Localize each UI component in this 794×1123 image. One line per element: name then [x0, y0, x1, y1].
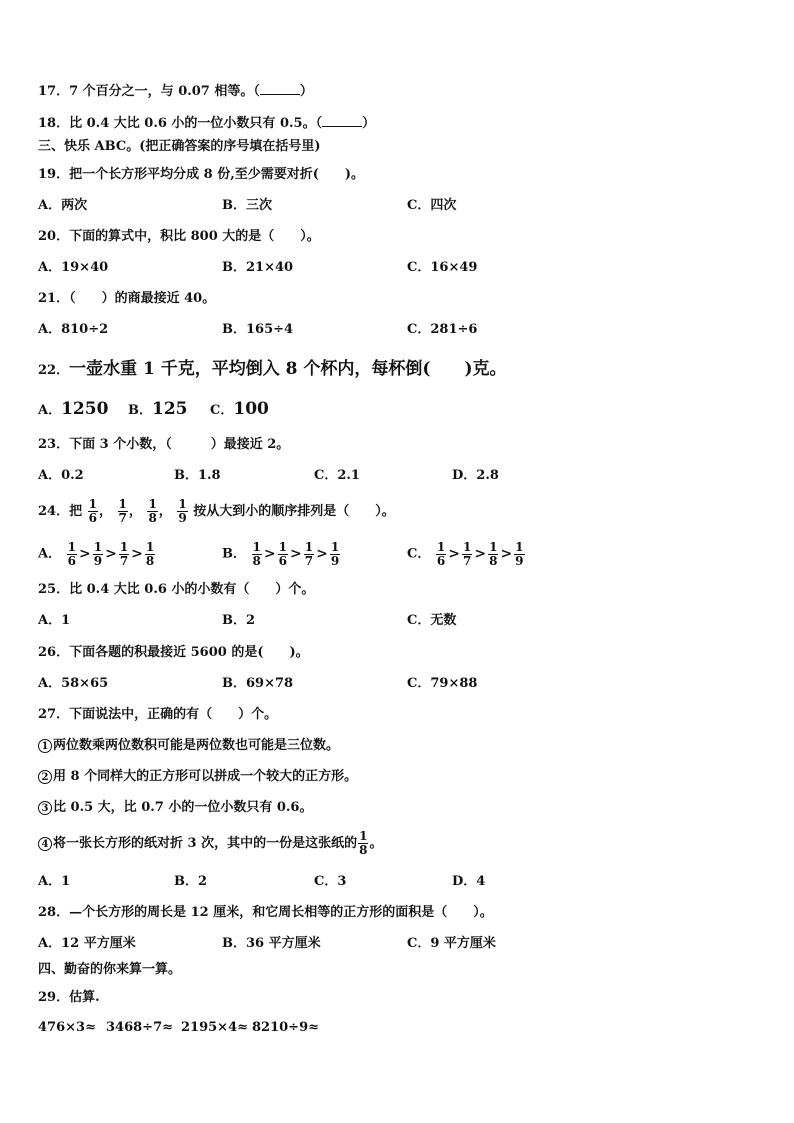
option-d[interactable]: D．4 [452, 874, 486, 889]
circled-number: 2 [38, 770, 52, 784]
option-a[interactable]: A．1 [38, 874, 71, 889]
statement-1: 1 两位数乘两位数积可能是两位数也可能是三位数。 [38, 737, 339, 755]
estimate-expression: 3468÷7≈ [106, 1020, 174, 1035]
fraction: $\frac{1}{9}$ [178, 497, 187, 525]
question-28: 28．—个长方形的周长是 12 厘米，和它周长相等的正方形的面积是（ ）。 [38, 905, 493, 920]
option-c[interactable]: C．16×49 [407, 260, 478, 275]
estimate-expression: 476×3≈ [38, 1020, 96, 1035]
section-3-heading: 三、快乐 ABC。(把正确答案的序号填在括号里) [38, 139, 321, 154]
question-22: 22．一壶水重 1 千克，平均倒入 8 个杯内，每杯倒( )克。 [38, 359, 507, 379]
option-b[interactable]: B．69×78 [222, 676, 294, 691]
option-a[interactable]: A． $\frac{1}{6}$ > $\frac{1}{9}$ > $\frac{1}{7}$ > $\frac{1}{8}$ [38, 539, 155, 568]
question-29: 29．估算. [38, 990, 100, 1005]
option-a[interactable]: A．1 [38, 613, 71, 628]
option-a[interactable]: A．810÷2 [38, 322, 109, 337]
statement-2: 2 用 8 个同样大的正方形可以拼成一个较大的正方形。 [38, 768, 357, 786]
fraction: $\frac{1}{6}$ [88, 497, 97, 525]
question-24: 24．把 $\frac{1}{6}$ ， $\frac{1}{7}$ ， $\frac{1}{8}$ ， $\frac{1}{9}$ 按从大到小的顺序排列是（ ）。 [38, 497, 395, 525]
question-23: 23．下面 3 个小数，（ ）最接近 2。 [38, 437, 290, 452]
fraction: $\frac{1}{8}$ [359, 829, 368, 857]
option-a[interactable]: A．两次 [38, 198, 88, 213]
option-c[interactable]: C．3 [314, 874, 347, 889]
option-c[interactable]: C． $\frac{1}{6}$ > $\frac{1}{7}$ > $\frac{1}{8}$ > $\frac{1}{9}$ [407, 539, 524, 568]
option-a[interactable]: A．58×65 [38, 676, 109, 691]
answer-blank[interactable] [260, 82, 300, 95]
fraction: $\frac{1}{8}$ [148, 497, 157, 525]
option-c[interactable]: C．281÷6 [407, 322, 478, 337]
option-a[interactable]: A．1250 [38, 399, 109, 419]
question-17: 17．7 个百分之一，与 0.07 相等。（ ） [38, 84, 313, 99]
option-a[interactable]: A．12 平方厘米 [38, 936, 136, 951]
option-c[interactable]: C．2.1 [314, 468, 360, 483]
option-b[interactable]: B．36 平方厘米 [222, 936, 321, 951]
option-d[interactable]: D．2.8 [452, 468, 499, 483]
question-27: 27．下面说法中，正确的有（ ）个。 [38, 707, 278, 722]
option-b[interactable]: B．2 [174, 874, 208, 889]
option-a[interactable]: A．19×40 [38, 260, 109, 275]
circled-number: 3 [38, 801, 52, 815]
question-20: 20．下面的算式中，积比 800 大的是（ ）。 [38, 229, 320, 244]
estimate-expression: 2195×4≈ [181, 1020, 249, 1035]
option-c[interactable]: C．9 平方厘米 [407, 936, 496, 951]
question-25: 25．比 0.4 大比 0.6 小的小数有（ ）个。 [38, 582, 315, 597]
answer-blank[interactable] [322, 114, 362, 127]
statement-3: 3 比 0.5 大，比 0.7 小的一位小数只有 0.6。 [38, 799, 312, 817]
question-19: 19．把一个长方形平均分成 8 份,至少需要对折( )。 [38, 167, 365, 182]
question-21: 21．（ ）的商最接近 40。 [38, 291, 216, 306]
option-b[interactable]: B．2 [222, 613, 256, 628]
estimate-expression: 8210÷9≈ [252, 1020, 320, 1035]
option-b[interactable]: B．165÷4 [222, 322, 294, 337]
circled-number: 1 [38, 739, 52, 753]
option-b[interactable]: B．21×40 [222, 260, 294, 275]
option-c[interactable]: C．四次 [407, 198, 457, 213]
option-b[interactable]: B．1.8 [174, 468, 221, 483]
statement-4: 4 将一张长方形的纸对折 3 次，其中的一份是这张纸的 $\frac{1}{8}$ 。 [38, 826, 382, 862]
fraction: $\frac{1}{7}$ [118, 497, 127, 525]
option-b[interactable]: B． $\frac{1}{8}$ > $\frac{1}{6}$ > $\frac{1}{7}$ > $\frac{1}{9}$ [222, 539, 340, 568]
circled-number: 4 [38, 837, 52, 851]
option-b[interactable]: B．125 [128, 399, 188, 419]
option-a[interactable]: A．0.2 [38, 468, 84, 483]
option-c[interactable]: C．无数 [407, 613, 457, 628]
option-b[interactable]: B．三次 [222, 198, 272, 213]
section-4-heading: 四、勤奋的你来算一算。 [38, 962, 182, 977]
option-c[interactable]: C．79×88 [407, 676, 478, 691]
option-c[interactable]: C．100 [210, 399, 269, 419]
question-26: 26．下面各题的积最接近 5600 的是( )。 [38, 645, 309, 660]
question-18: 18．比 0.4 大比 0.6 小的一位小数只有 0.5。（ ） [38, 116, 376, 131]
